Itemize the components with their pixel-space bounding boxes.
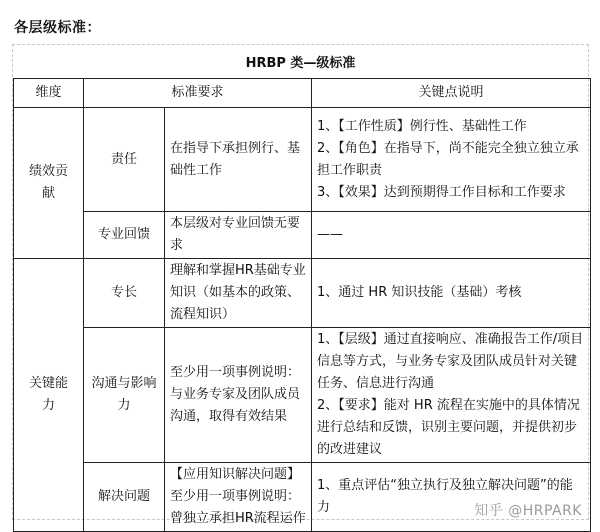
watermark: 知乎 @HRPARK [474, 503, 582, 519]
table-row [14, 259, 591, 328]
header-row [14, 79, 591, 108]
key-point: 2、【要求】能对 HR 流程在实施中的具体情况进行总结和反馈，识别主要问题，并提供初步的改进建议 [317, 398, 580, 457]
standards-table [13, 78, 591, 532]
key-points-cell: —— [312, 212, 591, 259]
table-row [14, 108, 591, 212]
table-title: HRBP 类—级标准 [245, 56, 356, 71]
requirement-cell: 至少用一项事例说明：与业务专家及团队成员沟通，取得有效结果 [165, 328, 312, 463]
key-point: 1、【工作性质】例行性、基础性工作 [317, 118, 527, 134]
table-row [14, 463, 591, 532]
key-points-cell [312, 328, 591, 463]
key-points-cell [312, 108, 591, 212]
dimension-cell: 绩效贡献 [14, 108, 84, 259]
section-heading: 各层级标准： [14, 20, 101, 36]
header-dimension: 维度 [14, 79, 84, 108]
requirement-cell: 在指导下承担例行、基础性工作 [165, 108, 312, 212]
item-cell: 沟通与影响力 [84, 328, 165, 463]
item-cell: 专长 [84, 259, 165, 328]
item-cell: 专业回馈 [84, 212, 165, 259]
dimension-cell: 关键能力 [14, 259, 84, 532]
requirement-cell: 理解和掌握HR基础专业知识（如基本的政策、流程知识） [165, 259, 312, 328]
item-cell: 解决问题 [84, 463, 165, 532]
key-points-cell: 1、重点评估“独立执行及独立解决问题”的能力 [312, 463, 591, 532]
requirement-cell: 本层级对专业回馈无要求 [165, 212, 312, 259]
key-point: 1、【层级】通过直接响应、准确报告工作/项目信息等方式，与业务专家及团队成员针对关键任务、信息进行沟通 [317, 332, 584, 391]
table-row [14, 212, 591, 259]
key-points-cell: 1、通过 HR 知识技能（基础）考核 [312, 259, 591, 328]
header-requirement: 标准要求 [84, 79, 312, 108]
table-row [14, 328, 591, 463]
standards-table-container [12, 44, 589, 526]
key-point: 3、【效果】达到预期得工作目标和工作要求 [317, 184, 566, 200]
item-cell: 责任 [84, 108, 165, 212]
requirement-cell [165, 463, 312, 532]
header-key-points: 关键点说明 [312, 79, 591, 108]
key-point: 2、【角色】在指导下，尚不能完全独立独立承担工作职责 [317, 140, 579, 178]
requirement-line: 至少用一项事例说明：曾独立承担HR流程运作 [170, 489, 306, 526]
requirement-line: 【应用知识解决问题】 [170, 467, 301, 482]
